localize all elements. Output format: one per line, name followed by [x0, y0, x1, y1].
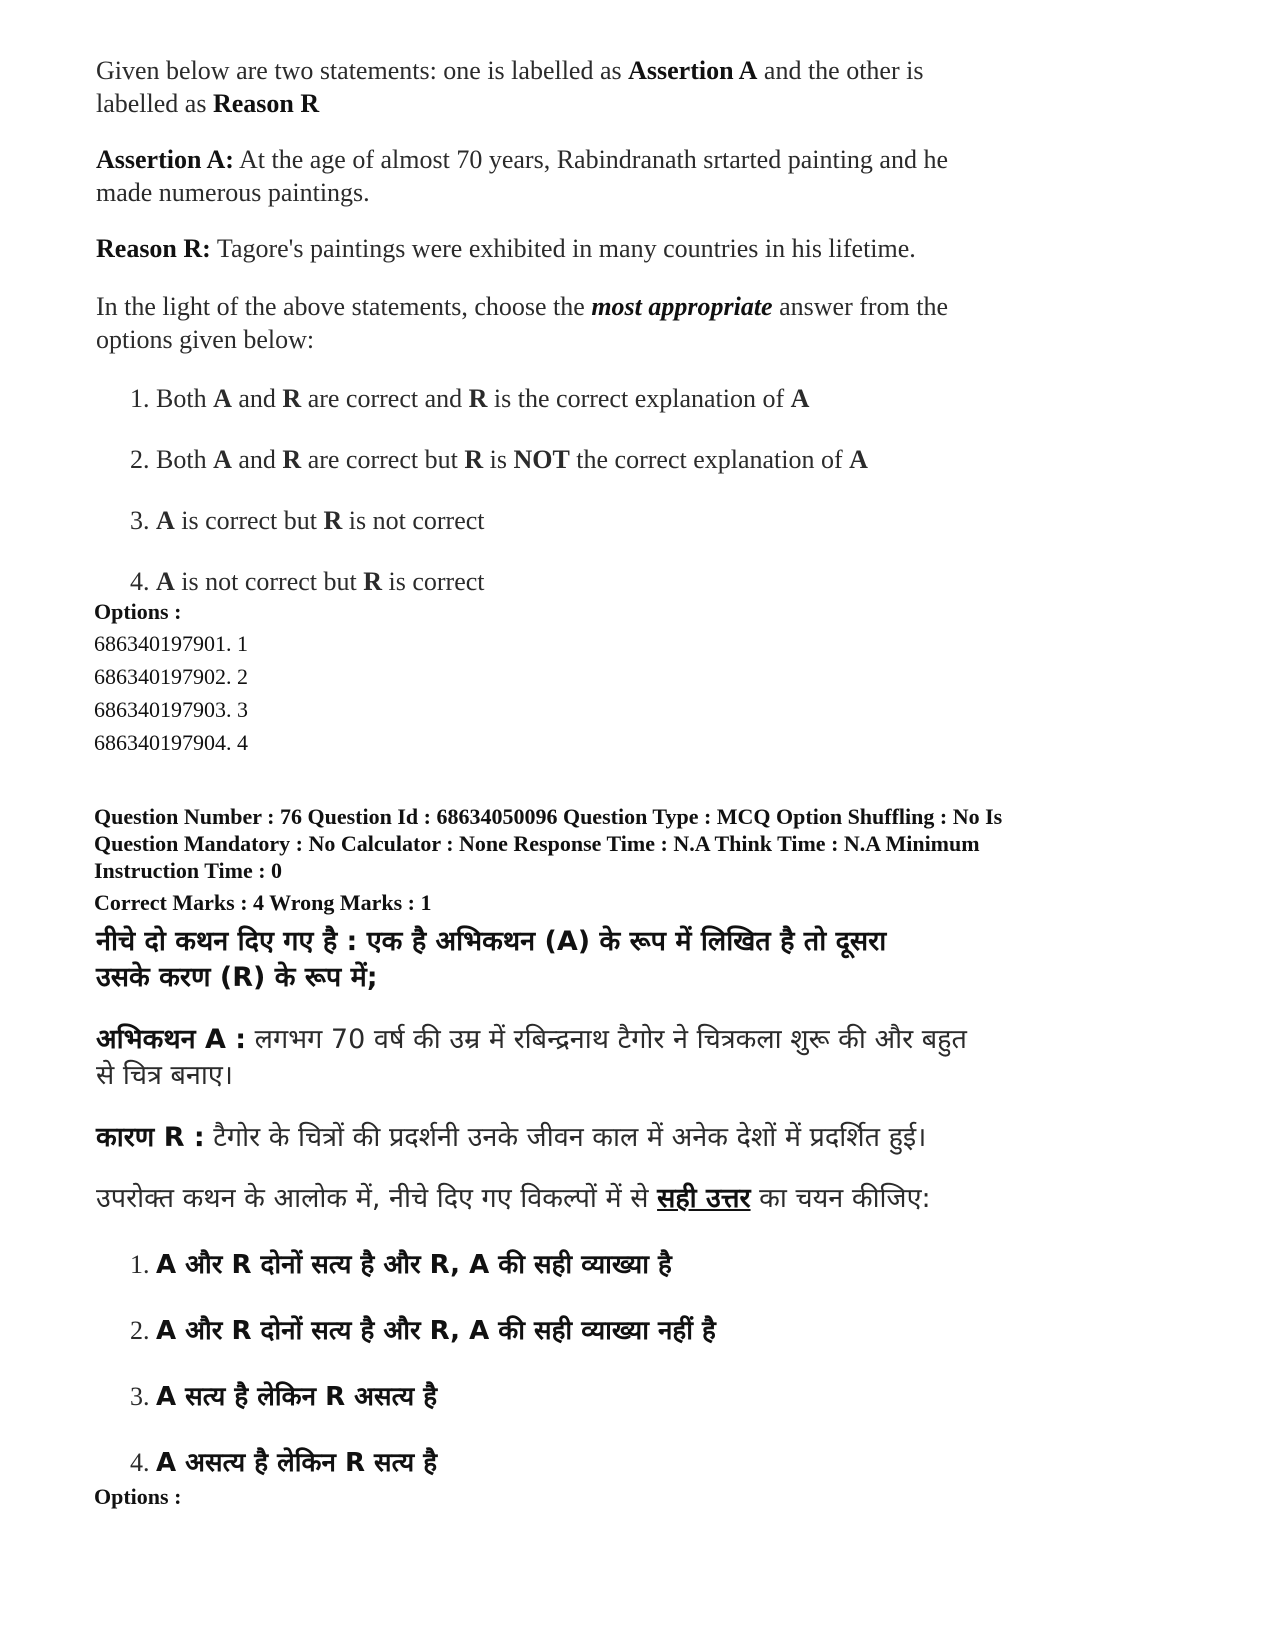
- options-heading: Options :: [94, 599, 182, 624]
- hindi-reason-text: टैगोर के चित्रों की प्रदर्शनी उनके जीवन काल में अनेक देशों में प्रदर्शित हुई।: [204, 1122, 927, 1153]
- meta-line: Instruction Time : 0: [94, 858, 283, 883]
- hindi-intro-line: उसके करण (R) के रूप में;: [96, 962, 378, 993]
- intro-text: and the other is: [757, 56, 924, 85]
- intro-assertion-label: Assertion A: [628, 56, 758, 85]
- intro-text: Given below are two statements: one is labelled as: [96, 56, 629, 85]
- hindi-reason-label: कारण R :: [96, 1122, 205, 1153]
- option-id-3: 686340197903. 3: [94, 697, 248, 722]
- hindi-intro: [96, 924, 886, 996]
- english-reason: [96, 232, 916, 265]
- assertion-text: At the age of almost 70 years, Rabindranath srtarted painting and he: [233, 145, 949, 174]
- english-intro: [96, 54, 923, 120]
- hindi-option-3: 3. A सत्य है लेकिन R असत्य है: [130, 1382, 438, 1412]
- assertion-label: Assertion A:: [96, 145, 234, 174]
- english-instruction: [96, 290, 948, 356]
- hindi-assertion: [96, 1022, 967, 1094]
- hindi-option-4: 4. A असत्य है लेकिन R सत्य है: [130, 1448, 438, 1478]
- marks-line: Correct Marks : 4 Wrong Marks : 1: [94, 890, 432, 915]
- meta-line: Question Number : 76 Question Id : 68634050096 Question Type : MCQ Option Shuffling : No Is: [94, 804, 1003, 829]
- english-option-1: 1. Both A and R are correct and R is the correct explanation of A: [130, 384, 810, 413]
- reason-label: Reason R:: [96, 234, 211, 263]
- assertion-text: made numerous paintings.: [96, 178, 370, 207]
- hindi-instruction-emphasis: सही उत्तर: [657, 1183, 751, 1214]
- hindi-assertion-label: अभिकथन A :: [96, 1024, 247, 1055]
- hindi-option-1: 1. A और R दोनों सत्य है और R, A की सही व्याख्या है: [130, 1250, 672, 1280]
- hindi-instruction-text: का चयन कीजिए:: [750, 1183, 931, 1214]
- option-id-4: 686340197904. 4: [94, 730, 248, 755]
- reason-text: Tagore's paintings were exhibited in many countries in his lifetime.: [210, 234, 916, 263]
- intro-reason-label: Reason R: [212, 89, 320, 118]
- options-heading-2: Options :: [94, 1484, 182, 1509]
- instruction-text: answer from the: [772, 292, 949, 321]
- meta-line: Question Mandatory : No Calculator : None Response Time : N.A Think Time : N.A Minimum: [94, 831, 980, 856]
- hindi-instruction: [96, 1181, 931, 1217]
- instruction-text: In the light of the above statements, choose the: [96, 292, 592, 321]
- hindi-reason: [96, 1120, 926, 1156]
- hindi-assertion-text: लगभग 70 वर्ष की उम्र में रबिन्द्रनाथ टैगोर ने चित्रकला शुरू की और बहुत: [246, 1024, 967, 1055]
- hindi-instruction-text: उपरोक्त कथन के आलोक में, नीचे दिए गए विकल्पों में से: [96, 1183, 658, 1214]
- instruction-emphasis: most appropriate: [591, 292, 773, 321]
- hindi-intro-line: नीचे दो कथन दिए गए है : एक है अभिकथन (A) के रूप में लिखित है तो दूसरा: [96, 926, 887, 957]
- hindi-option-2: 2. A और R दोनों सत्य है और R, A की सही व्याख्या नहीं है: [130, 1316, 716, 1346]
- english-option-2: 2. Both A and R are correct but R is NOT the correct explanation of A: [130, 445, 868, 474]
- english-assertion: [96, 143, 948, 209]
- option-id-2: 686340197902. 2: [94, 664, 248, 689]
- instruction-text: options given below:: [96, 325, 315, 354]
- hindi-assertion-text: से चित्र बनाए।: [96, 1060, 234, 1091]
- question-meta: [94, 803, 1002, 884]
- option-id-1: 686340197901. 1: [94, 631, 248, 656]
- intro-text: labelled as: [96, 89, 213, 118]
- english-option-4: 4. A is not correct but R is correct: [130, 567, 485, 596]
- english-option-3: 3. A is correct but R is not correct: [130, 506, 485, 535]
